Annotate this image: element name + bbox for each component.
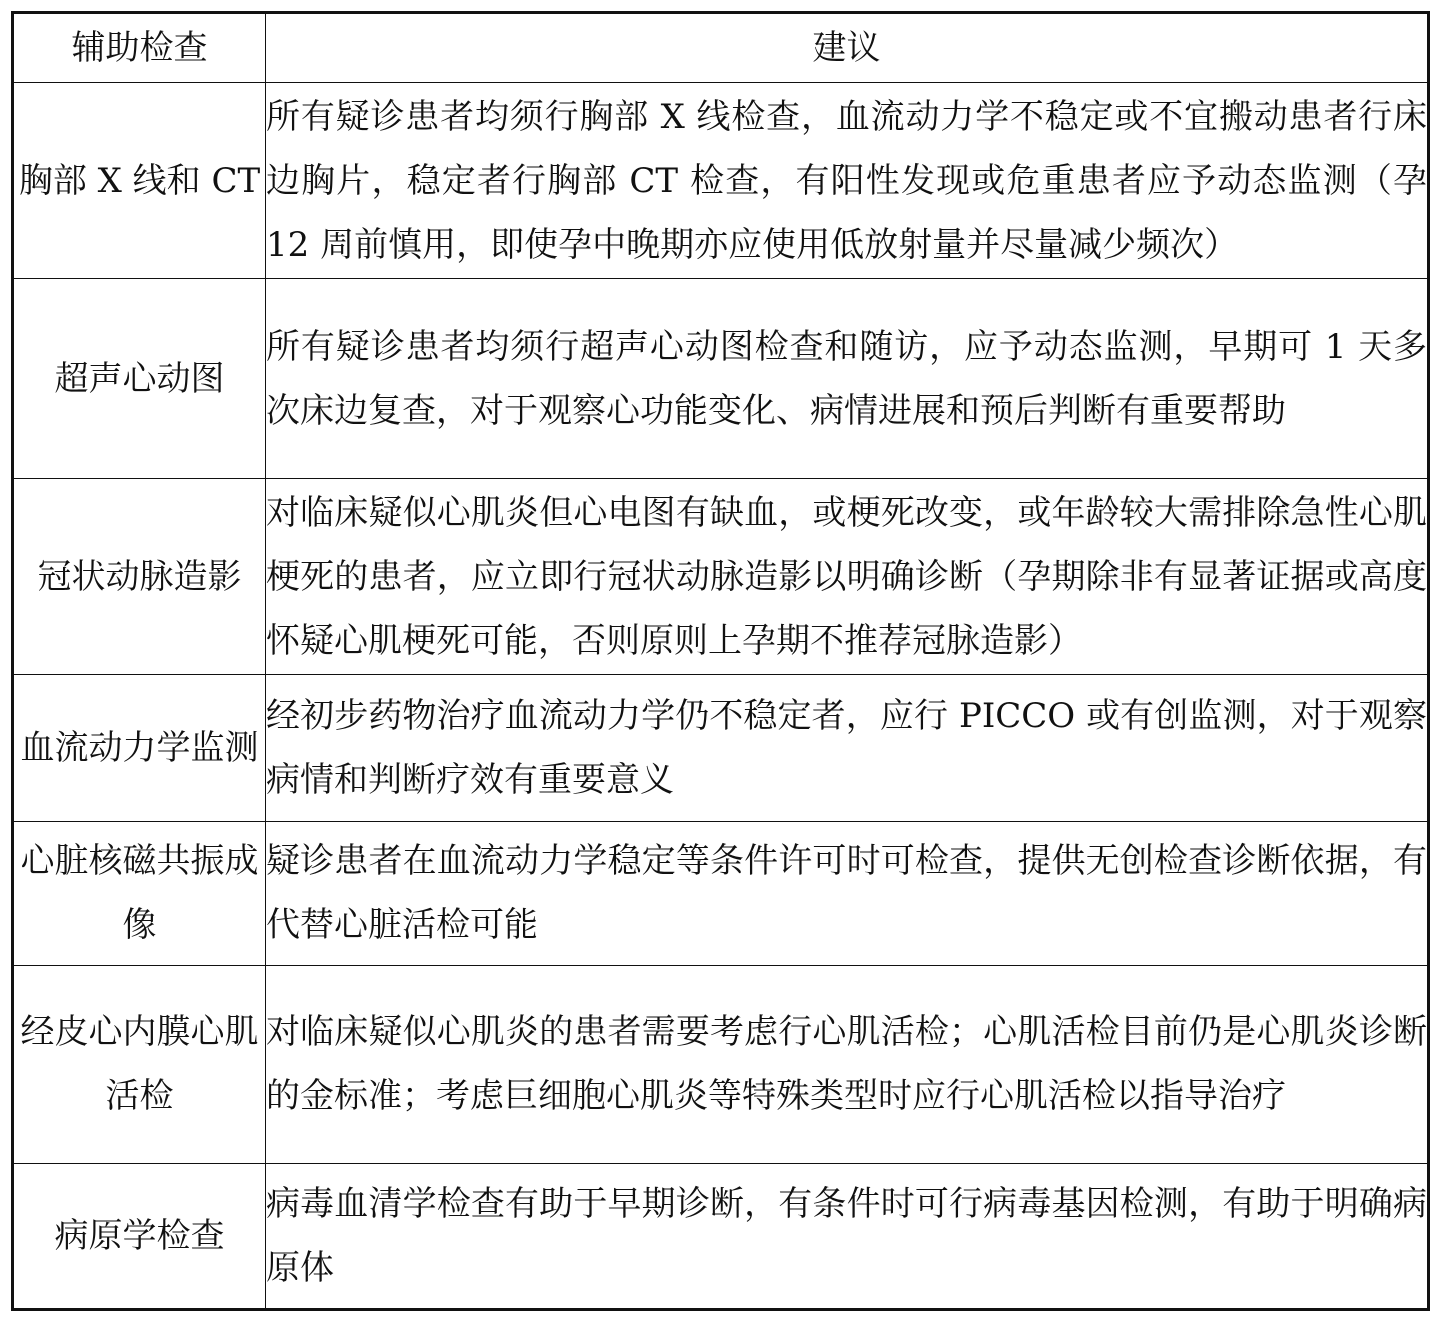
table-header-row <box>13 13 1429 83</box>
exam-advice: 所有疑诊患者均须行超声心动图检查和随访，应予动态监测，早期可 1 天多次床边复查，对于观察心功能变化、病情进展和预后判断有重要帮助 <box>266 279 1429 479</box>
exam-name: 血流动力学监测 <box>13 675 266 821</box>
header-advice: 建议 <box>266 13 1429 83</box>
exam-advice: 对临床疑似心肌炎但心电图有缺血，或梗死改变，或年龄较大需排除急性心肌梗死的患者，应立即行冠状动脉造影以明确诊断（孕期除非有显著证据或高度怀疑心肌梗死可能，否则原则上孕期不推荐冠脉造影） <box>266 479 1429 675</box>
table-row <box>13 965 1429 1163</box>
exam-name: 冠状动脉造影 <box>13 479 266 675</box>
exam-advice: 对临床疑似心肌炎的患者需要考虑行心肌活检；心肌活检目前仍是心肌炎诊断的金标准；考虑巨细胞心肌炎等特殊类型时应行心肌活检以指导治疗 <box>266 965 1429 1163</box>
exam-advice: 所有疑诊患者均须行胸部 X 线检查，血流动力学不稳定或不宜搬动患者行床边胸片，稳定者行胸部 CT 检查，有阳性发现或危重患者应予动态监测（孕 12 周前慎用，即使孕中晚期亦应使用低放射量并尽量减少频次） <box>266 83 1429 279</box>
exam-name: 经皮心内膜心肌活检 <box>13 965 266 1163</box>
exam-advice: 经初步药物治疗血流动力学仍不稳定者，应行 PICCO 或有创监测，对于观察病情和判断疗效有重要意义 <box>266 675 1429 821</box>
exam-advice: 疑诊患者在血流动力学稳定等条件许可时可检查，提供无创检查诊断依据，有代替心脏活检可能 <box>266 821 1429 965</box>
exam-advice: 病毒血清学检查有助于早期诊断，有条件时可行病毒基因检测，有助于明确病原体 <box>266 1163 1429 1309</box>
table-row <box>13 279 1429 479</box>
header-exam: 辅助检查 <box>13 13 266 83</box>
table-row <box>13 83 1429 279</box>
table-row <box>13 675 1429 821</box>
auxiliary-exam-table <box>11 11 1430 1311</box>
exam-name: 超声心动图 <box>13 279 266 479</box>
table-row <box>13 821 1429 965</box>
exam-name: 心脏核磁共振成像 <box>13 821 266 965</box>
exam-name: 胸部 X 线和 CT <box>13 83 266 279</box>
exam-name: 病原学检查 <box>13 1163 266 1309</box>
table-row <box>13 1163 1429 1309</box>
table-row <box>13 479 1429 675</box>
